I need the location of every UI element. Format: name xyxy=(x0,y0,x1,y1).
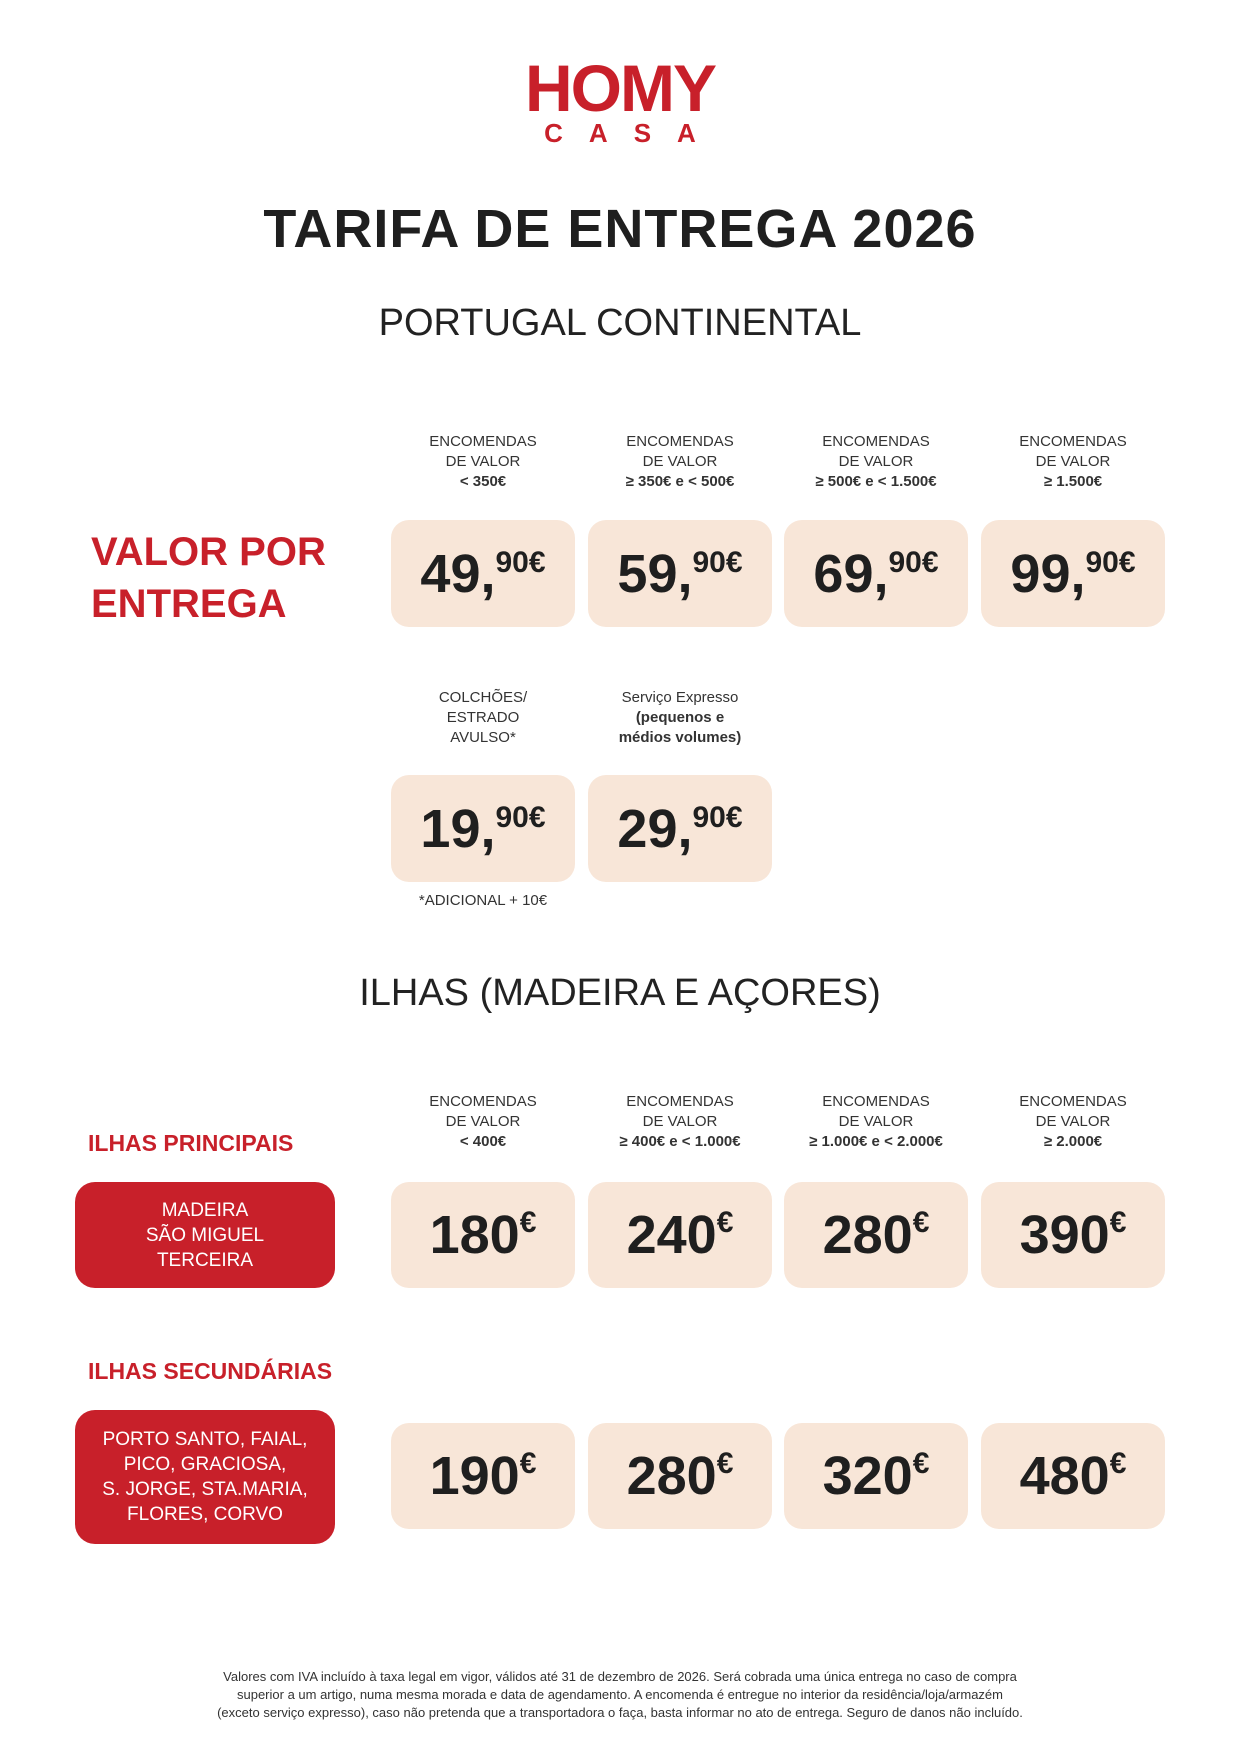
price-decimal: 90€ xyxy=(495,801,546,834)
secondary-islands-label: ILHAS SECUNDÁRIAS xyxy=(88,1358,333,1384)
extra-header-mattress xyxy=(391,688,575,748)
island-price-box xyxy=(588,1423,772,1529)
price-integer: 180 xyxy=(429,1205,520,1265)
price-integer: 320 xyxy=(822,1446,913,1506)
footer-line: (exceto serviço expresso), caso não pretenda que a transportadora o faça, basta informar no ato de entrega. Seguro de danos não incluído. xyxy=(217,1705,1023,1720)
row-label xyxy=(91,526,326,630)
column-header xyxy=(981,432,1165,492)
price-integer: 190 xyxy=(429,1446,520,1506)
header-line: ENCOMENDAS xyxy=(429,1093,537,1110)
header-line: Serviço Expresso xyxy=(621,689,739,706)
header-line: ENCOMENDAS xyxy=(1019,433,1127,450)
price-box xyxy=(588,520,772,627)
logo-brand: HOMY xyxy=(525,51,715,125)
header-line: ENCOMENDAS xyxy=(1019,1093,1127,1110)
header-line: COLCHÕES/ xyxy=(438,689,528,706)
price-currency: € xyxy=(912,1447,930,1480)
island-name: S. JORGE, STA.MARIA, xyxy=(102,1479,308,1500)
secondary-islands-box xyxy=(75,1410,335,1544)
price-box-express xyxy=(588,775,772,882)
header-line: DE VALOR xyxy=(838,453,914,470)
island-name: FLORES, CORVO xyxy=(127,1504,283,1525)
header-line: DE VALOR xyxy=(642,1113,718,1130)
price-integer: 240 xyxy=(626,1205,717,1265)
header-range: < 350€ xyxy=(459,473,507,490)
mattress-note: *ADICIONAL + 10€ xyxy=(418,892,548,909)
island-price-box xyxy=(981,1423,1165,1529)
header-line: ENCOMENDAS xyxy=(822,433,930,450)
price-currency: € xyxy=(1109,1447,1127,1480)
header-line: ENCOMENDAS xyxy=(626,433,734,450)
price-decimal: 90€ xyxy=(692,801,743,834)
continental-heading: PORTUGAL CONTINENTAL xyxy=(378,302,862,344)
header-line: ESTRADO xyxy=(446,709,520,726)
islands-heading: ILHAS (MADEIRA E AÇORES) xyxy=(359,972,881,1014)
price-integer: 280 xyxy=(626,1446,717,1506)
header-line: ENCOMENDAS xyxy=(429,433,537,450)
header-line: DE VALOR xyxy=(1035,1113,1111,1130)
page-title: TARIFA DE ENTREGA 2026 xyxy=(263,199,977,259)
column-header xyxy=(784,1092,968,1152)
price-integer: 59, xyxy=(617,543,693,604)
column-header xyxy=(588,1092,772,1152)
footer-disclaimer xyxy=(140,1668,1100,1722)
header-line: ENCOMENDAS xyxy=(822,1093,930,1110)
price-currency: € xyxy=(519,1447,537,1480)
island-price-box xyxy=(391,1182,575,1288)
price-integer: 280 xyxy=(822,1205,913,1265)
price-integer: 19, xyxy=(420,798,496,859)
price-currency: € xyxy=(519,1206,537,1239)
island-price-box xyxy=(981,1182,1165,1288)
price-currency: € xyxy=(716,1206,734,1239)
price-box-mattress xyxy=(391,775,575,882)
header-range: ≥ 500€ e < 1.500€ xyxy=(815,473,937,490)
header-line: (pequenos e xyxy=(635,709,725,726)
header-range: ≥ 1.000€ e < 2.000€ xyxy=(809,1133,943,1150)
price-box xyxy=(784,520,968,627)
column-header xyxy=(981,1092,1165,1152)
column-header xyxy=(391,432,575,492)
island-price-box xyxy=(784,1423,968,1529)
price-currency: € xyxy=(912,1206,930,1239)
column-header xyxy=(588,432,772,492)
footer-line: superior a um artigo, numa mesma morada e data de agendamento. A encomenda é entregue no interior da residência/loja/armazém xyxy=(236,1687,1003,1702)
header-range: ≥ 350€ e < 500€ xyxy=(625,473,735,490)
island-price-box xyxy=(588,1182,772,1288)
header-range: ≥ 2.000€ xyxy=(1043,1133,1103,1150)
price-integer: 49, xyxy=(420,543,496,604)
header-line: médios volumes) xyxy=(618,729,742,746)
island-name: MADEIRA xyxy=(161,1199,249,1221)
logo-sub: CASA xyxy=(544,118,722,148)
main-islands-box xyxy=(75,1182,335,1288)
header-range: < 400€ xyxy=(459,1133,507,1150)
island-name: PORTO SANTO, FAIAL, xyxy=(102,1429,308,1450)
price-decimal: 90€ xyxy=(888,546,939,579)
island-name: TERCEIRA xyxy=(156,1249,254,1271)
header-line: ENCOMENDAS xyxy=(626,1093,734,1110)
price-decimal: 90€ xyxy=(495,546,546,579)
header-range: ≥ 1.500€ xyxy=(1043,473,1103,490)
price-decimal: 90€ xyxy=(1085,546,1136,579)
price-currency: € xyxy=(716,1447,734,1480)
header-line: DE VALOR xyxy=(1035,453,1111,470)
row-label-line: ENTREGA xyxy=(91,582,287,626)
price-decimal: 90€ xyxy=(692,546,743,579)
header-line: AVULSO* xyxy=(450,729,516,746)
header-line: DE VALOR xyxy=(445,1113,521,1130)
price-integer: 29, xyxy=(617,798,693,859)
island-name: SÃO MIGUEL xyxy=(145,1224,265,1246)
header-line: DE VALOR xyxy=(838,1113,914,1130)
island-name: PICO, GRACIOSA, xyxy=(123,1454,287,1475)
price-box xyxy=(391,520,575,627)
price-box xyxy=(981,520,1165,627)
row-label-line: VALOR POR xyxy=(91,530,326,574)
header-line: DE VALOR xyxy=(642,453,718,470)
island-price-box xyxy=(391,1423,575,1529)
extra-header-express xyxy=(588,688,772,748)
price-currency: € xyxy=(1109,1206,1127,1239)
price-integer: 390 xyxy=(1019,1205,1110,1265)
price-integer: 480 xyxy=(1019,1446,1110,1506)
homy-casa-logo xyxy=(0,51,1240,148)
footer-line: Valores com IVA incluído à taxa legal em vigor, válidos até 31 de dezembro de 2026. Será cobrada uma única entrega no caso de compra xyxy=(223,1669,1017,1684)
column-header xyxy=(784,432,968,492)
island-price-box xyxy=(784,1182,968,1288)
price-integer: 99, xyxy=(1010,543,1086,604)
main-islands-label: ILHAS PRINCIPAIS xyxy=(88,1130,294,1156)
column-header xyxy=(391,1092,575,1152)
price-integer: 69, xyxy=(813,543,889,604)
header-range: ≥ 400€ e < 1.000€ xyxy=(619,1133,741,1150)
header-line: DE VALOR xyxy=(445,453,521,470)
